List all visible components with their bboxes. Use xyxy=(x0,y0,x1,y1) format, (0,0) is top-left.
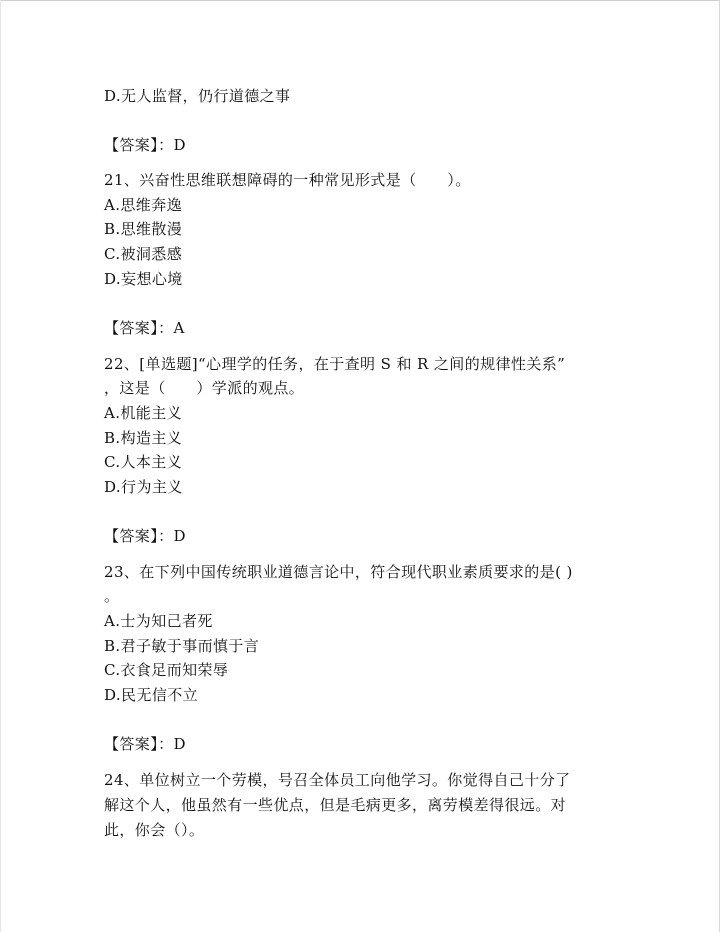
q20-option-d: D.无人监督，仍行道德之事 xyxy=(104,87,291,105)
q21-option-d: D.妄想心境 xyxy=(104,270,183,288)
q20-answer: 【答案】：D xyxy=(104,136,186,154)
q22-option-c: C.人本主义 xyxy=(104,453,183,471)
q22-option-a: A.机能主义 xyxy=(104,404,183,422)
q23-option-c: C.衣食足而知荣辱 xyxy=(104,661,229,679)
q23-answer: 【答案】：D xyxy=(104,735,186,753)
q22-option-d: D.行为主义 xyxy=(104,478,183,496)
q21-option-b: B.思维散漫 xyxy=(104,220,183,238)
page-border-top xyxy=(0,0,720,1)
q23-option-b: B.君子敏于事而慎于言 xyxy=(104,637,260,655)
q24-stem-line3: 此，你会（）。 xyxy=(104,821,205,839)
q24-stem-line2: 解这个人，他虽然有一些优点，但是毛病更多，离劳模差得很远。对 xyxy=(104,796,567,814)
q23-stem-line2: 。 xyxy=(104,587,120,605)
q21-option-c: C.被洞悉感 xyxy=(104,245,183,263)
page-border-left xyxy=(0,0,1,932)
q23-option-a: A.士为知己者死 xyxy=(104,612,213,630)
q22-stem-line1: 22、[单选题]“心理学的任务，在于查明 S 和 R 之间的规律性关系” xyxy=(104,355,566,373)
q23-option-d: D.民无信不立 xyxy=(104,686,199,704)
q23-stem-line1: 23、在下列中国传统职业道德言论中，符合现代职业素质要求的是( ) xyxy=(104,563,573,581)
q21-stem: 21、兴奋性思维联想障碍的一种常见形式是（ ）。 xyxy=(104,171,471,189)
q21-option-a: A.思维奔逸 xyxy=(104,196,183,214)
q21-answer: 【答案】：A xyxy=(104,319,185,337)
q22-option-b: B.构造主义 xyxy=(104,429,183,447)
q22-stem-line2: ，这是（ ）学派的观点。 xyxy=(104,379,305,397)
q24-stem-line1: 24、单位树立一个劳模，号召全体员工向他学习。你觉得自己十分了 xyxy=(104,771,571,789)
q22-answer: 【答案】：D xyxy=(104,527,186,545)
